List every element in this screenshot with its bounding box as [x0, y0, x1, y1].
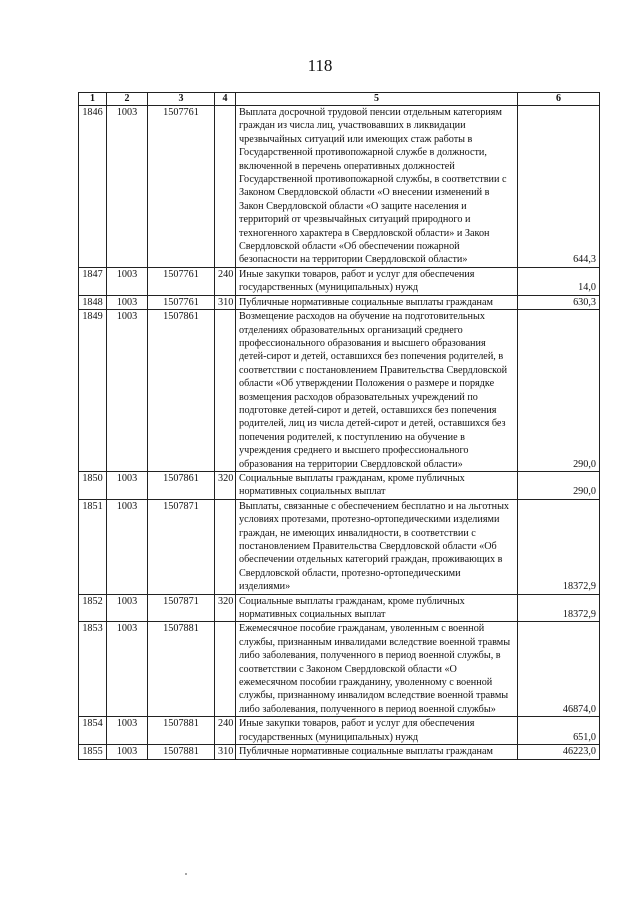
section-code: 1003: [107, 295, 148, 309]
item-name: Иные закупки товаров, работ и услуг для обеспечения государственных (муниципальных) нужд: [236, 717, 518, 745]
table-row: [79, 622, 600, 717]
target-code: 1507861: [148, 310, 215, 472]
column-header: 1: [79, 93, 107, 106]
row-number: 1846: [79, 106, 107, 268]
expense-type: 320: [215, 471, 236, 499]
section-code: 1003: [107, 310, 148, 472]
table-row: [79, 267, 600, 295]
expense-type: 310: [215, 295, 236, 309]
expense-type: 240: [215, 267, 236, 295]
row-number: 1855: [79, 745, 107, 759]
table-row: [79, 745, 600, 759]
table-row: [79, 594, 600, 622]
table-row: [79, 499, 600, 594]
row-number: 1849: [79, 310, 107, 472]
section-code: 1003: [107, 471, 148, 499]
item-name: Публичные нормативные социальные выплаты гражданам: [236, 295, 518, 309]
column-header: 3: [148, 93, 215, 106]
expense-type: [215, 106, 236, 268]
item-sum: 14,0: [518, 267, 600, 295]
item-sum: 46223,0: [518, 745, 600, 759]
section-code: 1003: [107, 622, 148, 717]
scan-speck: [185, 873, 187, 875]
item-sum: 290,0: [518, 471, 600, 499]
row-number: 1853: [79, 622, 107, 717]
target-code: 1507761: [148, 267, 215, 295]
item-name: Выплата досрочной трудовой пенсии отдельным категориям граждан из числа лиц, участвовавших в ликвидации чрезвычайных ситуаций или имеющих стаж работы в Государственной противопожарной службе в должности, включенной в перечень оперативных должностей Государственной противопожарной службы, в соответствии с Законом Свердловской области «О внесении изменений в Закон Свердловской области «О защите населения и территорий от чрезвычайных ситуаций природного и техногенного характера в Свердловской области» и Закон Свердловской области «Об обеспечении пожарной безопасности на территории Свердловской области»: [236, 106, 518, 268]
section-code: 1003: [107, 745, 148, 759]
row-number: 1848: [79, 295, 107, 309]
expense-type: 310: [215, 745, 236, 759]
budget-table: [78, 92, 600, 760]
table-row: [79, 471, 600, 499]
expense-type: 320: [215, 594, 236, 622]
section-code: 1003: [107, 717, 148, 745]
target-code: 1507871: [148, 594, 215, 622]
target-code: 1507871: [148, 499, 215, 594]
row-number: 1850: [79, 471, 107, 499]
target-code: 1507881: [148, 622, 215, 717]
expense-type: [215, 310, 236, 472]
expense-type: 240: [215, 717, 236, 745]
item-sum: 630,3: [518, 295, 600, 309]
item-sum: 18372,9: [518, 594, 600, 622]
section-code: 1003: [107, 499, 148, 594]
expense-type: [215, 499, 236, 594]
section-code: 1003: [107, 267, 148, 295]
item-name: Социальные выплаты гражданам, кроме публичных нормативных социальных выплат: [236, 471, 518, 499]
item-sum: 651,0: [518, 717, 600, 745]
item-name: Иные закупки товаров, работ и услуг для обеспечения государственных (муниципальных) нужд: [236, 267, 518, 295]
column-header: 5: [236, 93, 518, 106]
row-number: 1851: [79, 499, 107, 594]
target-code: 1507881: [148, 745, 215, 759]
table-row: [79, 295, 600, 309]
row-number: 1854: [79, 717, 107, 745]
item-sum: 644,3: [518, 106, 600, 268]
table-row: [79, 717, 600, 745]
column-header: 4: [215, 93, 236, 106]
expense-type: [215, 622, 236, 717]
item-name: Ежемесячное пособие гражданам, уволенным с военной службы, признанным инвалидами вследствие военной травмы либо заболевания, полученного в период военной службы, в соответствии с Законом Свердловской области «О ежемесячном пособии гражданину, уволенному с военной службы, признанному инвалидом вследствие военной травмы либо заболевания, полученного в период военной службы»: [236, 622, 518, 717]
row-number: 1847: [79, 267, 107, 295]
table-row: [79, 106, 600, 268]
page-number: 118: [307, 56, 333, 75]
section-code: 1003: [107, 106, 148, 268]
column-header: 6: [518, 93, 600, 106]
item-name: Социальные выплаты гражданам, кроме публичных нормативных социальных выплат: [236, 594, 518, 622]
item-name: Публичные нормативные социальные выплаты гражданам: [236, 745, 518, 759]
item-name: Возмещение расходов на обучение на подготовительных отделениях образовательных организаций среднего профессионального образования и высшего образования детей-сирот и детей, оставшихся без попечения родителей, в соответствии с постановлением Правительства Свердловской области «Об утверждении Положения о размере и порядке возмещения расходов образовательных учреждений по подготовке детей-сирот и детей, оставшихся без попечения родителей, лиц из числа детей-сирот и детей, оставшихся без попечения родителей, к поступлению на обучение в учреждения среднего и высшего профессионального образования на территории Свердловской области»: [236, 310, 518, 472]
column-header: 2: [107, 93, 148, 106]
table-row: [79, 310, 600, 472]
target-code: 1507881: [148, 717, 215, 745]
item-name: Выплаты, связанные с обеспечением бесплатно и на льготных условиях протезами, протезно-ортопедическими изделиями граждан, не имеющих инвалидности, в соответствии с постановлением Правительства Свердловской области «Об обеспечении отдельных категорий граждан, проживающих в Свердловской области, протезно-ортопедическими изделиями»: [236, 499, 518, 594]
target-code: 1507761: [148, 295, 215, 309]
item-sum: 290,0: [518, 310, 600, 472]
target-code: 1507861: [148, 471, 215, 499]
row-number: 1852: [79, 594, 107, 622]
target-code: 1507761: [148, 106, 215, 268]
item-sum: 46874,0: [518, 622, 600, 717]
header-row: [79, 93, 600, 106]
item-sum: 18372,9: [518, 499, 600, 594]
section-code: 1003: [107, 594, 148, 622]
